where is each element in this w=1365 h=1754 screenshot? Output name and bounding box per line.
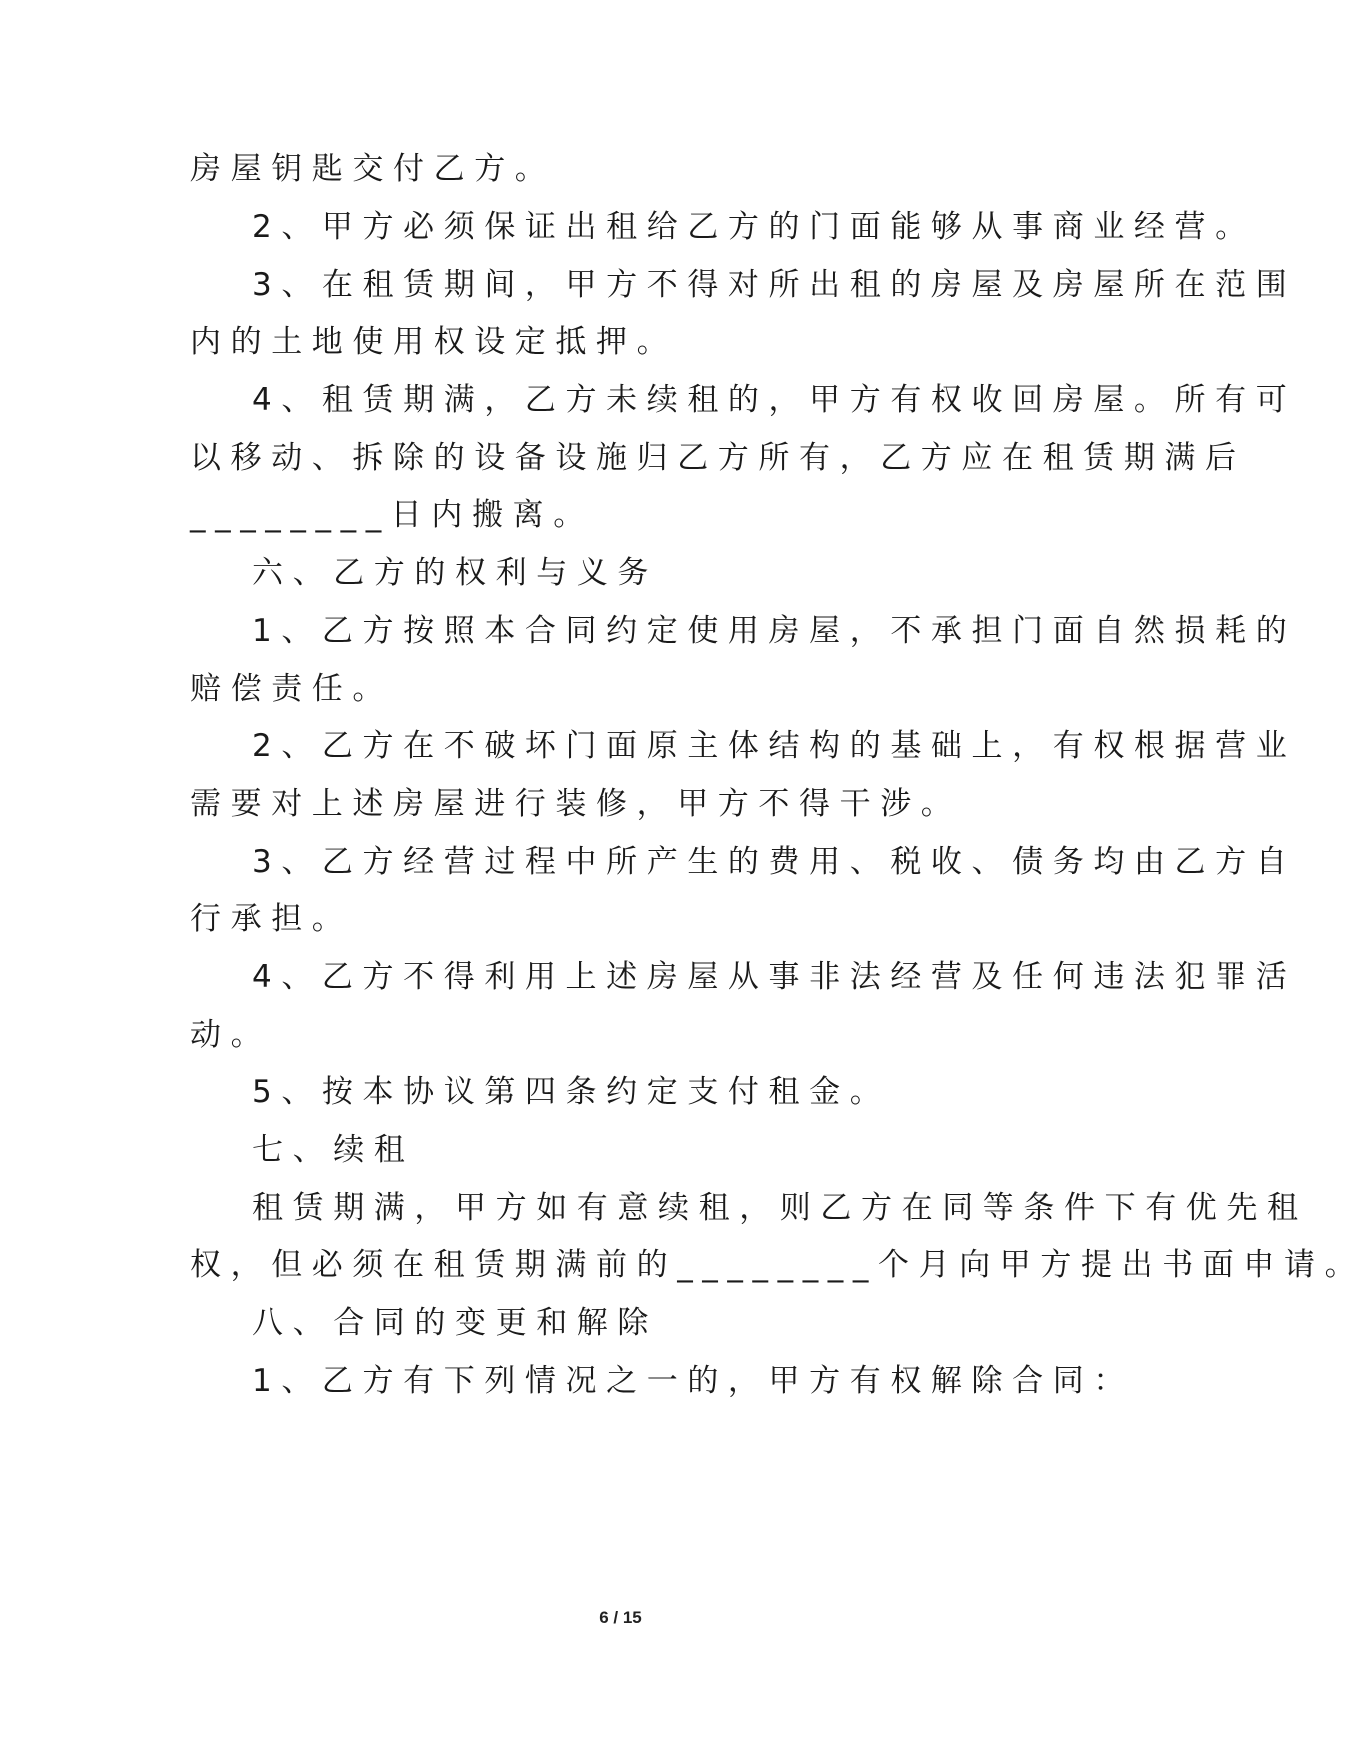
paragraph-line: 需要对上述房屋进行装修，甲方不得干涉。: [190, 786, 962, 822]
paragraph-line: ________日内搬离。: [190, 497, 594, 533]
paragraph-line: 内的土地使用权设定抵押。: [190, 324, 678, 360]
paragraph-line: 2、甲方必须保证出租给乙方的门面能够从事商业经营。: [252, 209, 1256, 245]
section-heading: 六、乙方的权利与义务: [252, 555, 658, 591]
page-number: 6 / 15: [599, 1608, 642, 1627]
paragraph-line: 4、乙方不得利用上述房屋从事非法经营及任何违法犯罪活: [252, 959, 1297, 995]
paragraph-line: 2、乙方在不破坏门面原主体结构的基础上，有权根据营业: [252, 728, 1297, 764]
paragraph-line: 赔偿责任。: [190, 671, 393, 707]
paragraph-line: 动。: [190, 1017, 272, 1053]
section-heading: 七、续租: [252, 1132, 415, 1168]
paragraph-line: 行承担。: [190, 901, 353, 937]
paragraph-line: 权，但必须在租赁期满前的________个月向甲方提出书面申请。: [190, 1247, 1365, 1283]
paragraph-line: 房屋钥匙交付乙方。: [190, 151, 556, 187]
paragraph-line: 3、在租赁期间，甲方不得对所出租的房屋及房屋所在范围: [252, 267, 1297, 303]
paragraph-line: 4、租赁期满，乙方未续租的，甲方有权收回房屋。所有可: [252, 382, 1297, 418]
paragraph-line: 租赁期满，甲方如有意续租，则乙方在同等条件下有优先租: [252, 1190, 1308, 1226]
paragraph-line: 3、乙方经营过程中所产生的费用、税收、债务均由乙方自: [252, 844, 1297, 880]
section-heading: 八、合同的变更和解除: [252, 1305, 658, 1341]
paragraph-line: 1、乙方按照本合同约定使用房屋，不承担门面自然损耗的: [252, 613, 1297, 649]
paragraph-line: 以移动、拆除的设备设施归乙方所有，乙方应在租赁期满后: [190, 440, 1246, 476]
paragraph-line: 1、乙方有下列情况之一的，甲方有权解除合同：: [252, 1363, 1134, 1399]
paragraph-line: 5、按本协议第四条约定支付租金。: [252, 1074, 891, 1110]
